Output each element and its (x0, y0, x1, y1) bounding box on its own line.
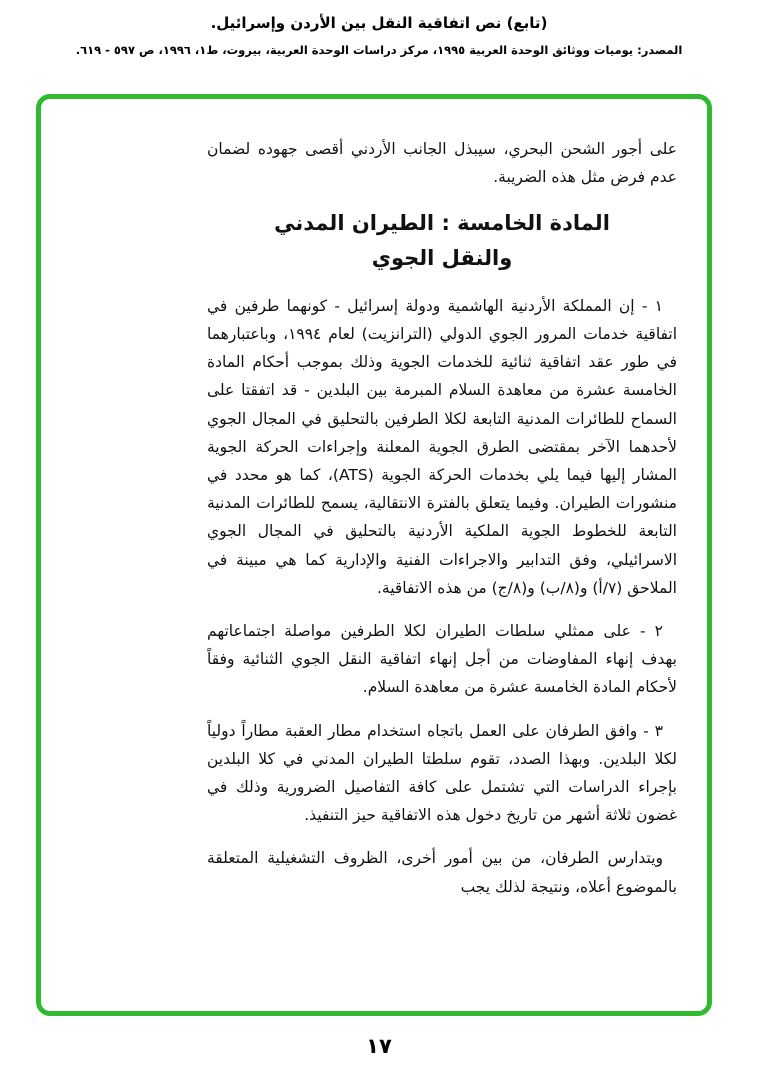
paragraph-item-1: ١ - إن المملكة الأردنية الهاشمية ودولة إسرائيل - كونهما طرفين في اتفاقية خدمات المرور الجوي الدولي (الترانزيت) لعام ١٩٩٤، وباعتبارهما في طور عقد اتفاقية ثنائية للخدمات الجوية وذلك بموجب أحكام المادة الخامسة عشرة من معاهدة السلام المبرمة بين البلدين - قد اتفقتا على السماح للطائرات المدنية التابعة لكلا الطرفين بالتحليق في المجال الجوي لأحدهما الآخر بمقتضى الطرق الجوية المعلنة وإجراءات الحركة الجوية المشار إليها فيما يلي بخدمات الحركة الجوية (ATS)، كما هو محدد في منشورات الطيران. وفيما يتعلق بالفترة الانتقالية، يسمح للطائرات المدنية التابعة للخطوط الجوية الملكية الأردنية بالتحليق في المجال الجوي الاسرائيلي، وفق التدابير والاجراءات الفنية والإدارية كما هي مبينة في الملاحق (٧/أ) و(٨/ب) و(٨/ج) من هذه الاتفاقية. (207, 296, 677, 597)
document-header (0, 14, 758, 57)
paragraph-item-2: ٢ - على ممثلي سلطات الطيران لكلا الطرفين مواصلة اجتماعاتهم بهدف إنهاء المفاوضات من أجل إنهاء اتفاقية النقل الجوي الثنائية وفقاً لأحكام المادة الخامسة عشرة من معاهدة السلام. (207, 621, 677, 697)
intro-paragraph: على أجور الشحن البحري، سيبذل الجانب الأردني أقصى جهوده لضمان عدم فرض مثل هذه الضريبة. (207, 140, 677, 187)
section-heading-line2: والنقل الجوي (371, 246, 513, 271)
section-heading (207, 206, 677, 275)
paragraph-item-4: ويتدارس الطرفان، من بين أمور أخرى، الظروف التشغيلية المتعلقة بالموضوع أعلاه، ونتيجة لذلك يجب (207, 849, 677, 896)
section-heading-line1: المادة الخامسة : الطيران المدني (274, 211, 610, 236)
document-frame (36, 94, 712, 1016)
document-content (207, 135, 677, 916)
header-title: (تابع) نص اتفاقية النقل بين الأردن وإسرائيل. (210, 14, 548, 32)
header-source-citation: المصدر: يوميات ووثائق الوحدة العربية ١٩٩٥، مركز دراسات الوحدة العربية، بيروت، ط١، ١٩٩٦، ص ٥٩٧ - ٦١٩. (75, 43, 683, 57)
page-number: ١٧ (366, 1034, 392, 1058)
paragraph-item-3: ٣ - وافق الطرفان على العمل باتجاه استخدام مطار العقبة مطاراً دولياً لكلا البلدين. وبهذا الصدد، تقوم سلطتا الطيران المدني في كلا البلدين بإجراء الدراسات التي تشتمل على كافة التفاصيل الضرورية وذلك في غضون ثلاثة أشهر من تاريخ دخول هذه الاتفاقية حيز التنفيذ. (207, 721, 677, 825)
